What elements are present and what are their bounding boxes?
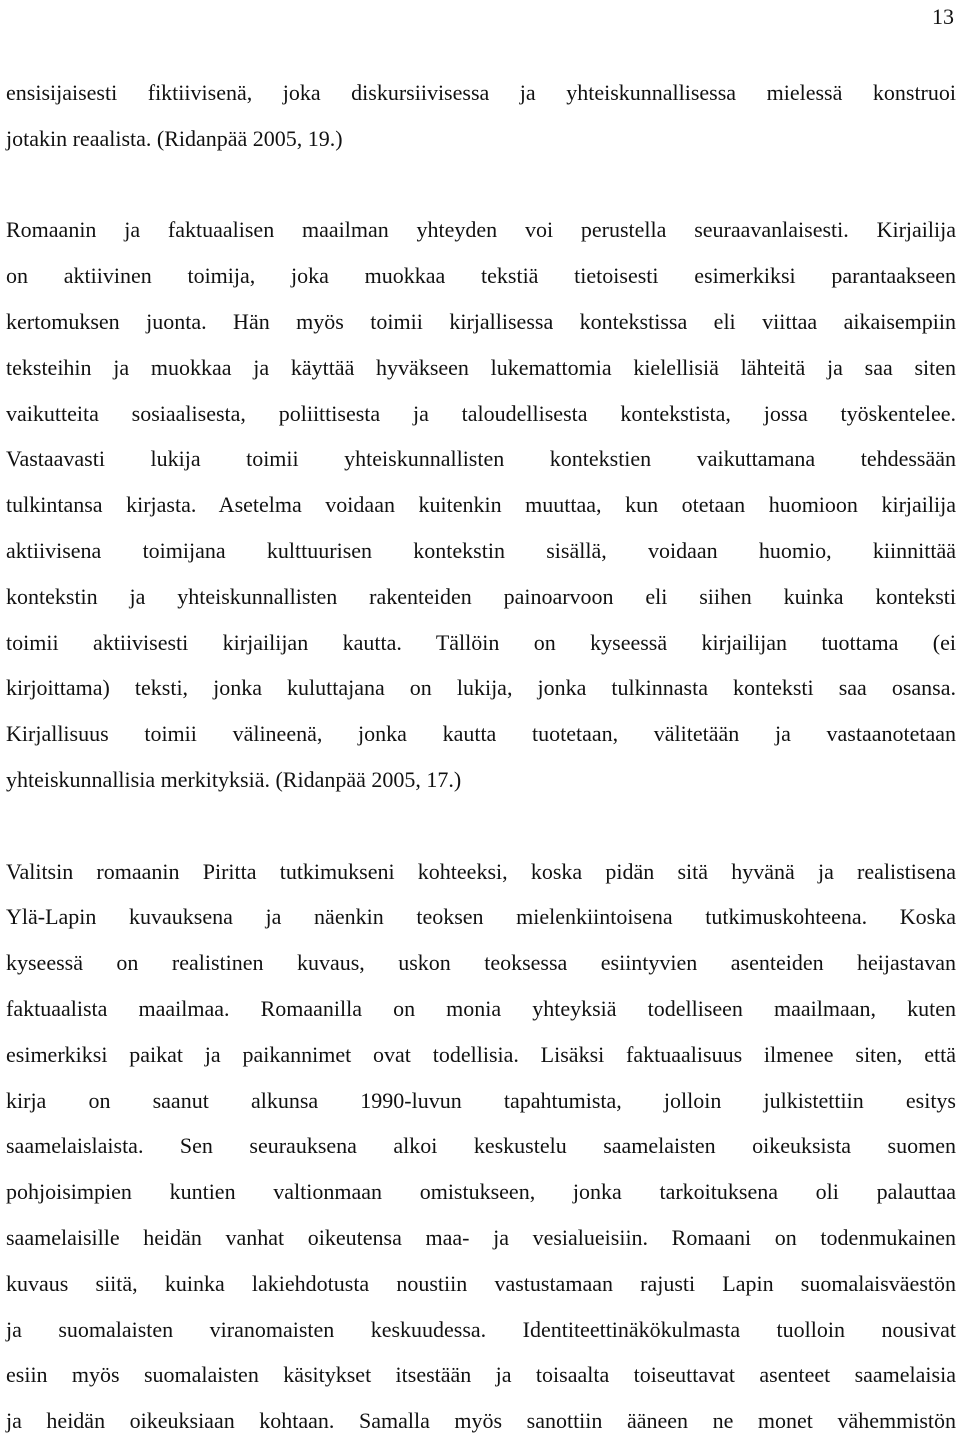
paragraph-3 [6,849,956,1444]
text-line: yhteiskunnallisia merkityksiä. (Ridanpää 2005, 17.) [6,766,462,792]
page-number: 13 [932,4,954,29]
text-line: esimerkiksi paikat ja paikannimet ovat todellisia. Lisäksi faktuaalisuus ilmenee siten, että [6,1041,956,1067]
text-line: kertomuksen juonta. Hän myös toimii kirjallisessa kontekstissa eli viittaa aikaisempiin [6,308,956,334]
text-line: kirja on saanut alkunsa 1990-luvun tapahtumista, jolloin julkistettiin esitys [6,1087,956,1113]
paragraph-1 [6,70,956,162]
text-line: kirjoittama) teksti, jonka kuluttajana on lukija, jonka tulkinnasta konteksti saa osansa. [6,675,956,701]
text-line: saamelaislaista. Sen seurauksena alkoi keskustelu saamelaisten oikeuksista suomen [6,1133,956,1159]
text-line: tulkintansa kirjasta. Asetelma voidaan kuitenkin muuttaa, kun otetaan huomioon kirjailija [6,492,956,518]
text-line: jotakin reaalista. (Ridanpää 2005, 19.) [6,125,343,151]
text-line: ja heidän oikeuksiaan kohtaan. Samalla myös sanottiin ääneen ne monet vähemmistön [6,1408,956,1434]
paragraph-2 [6,207,956,802]
text-line: on aktiivinen toimija, joka muokkaa tekstiä tietoisesti esimerkiksi parantaakseen [6,263,956,289]
text-line: ensisijaisesti fiktiivisenä, joka diskursiivisessa ja yhteiskunnallisessa mielessä konstruoi [6,80,956,105]
text-line: esiin myös suomalaisten käsitykset itsestään ja toisaalta toiseuttavat asenteet saamelaisia [6,1362,956,1388]
text-line: faktuaalista maailmaa. Romaanilla on monia yhteyksiä todelliseen maailmaan, kuten [6,995,956,1021]
text-line: aktiivisena toimijana kulttuurisen kontekstin sisällä, voidaan huomio, kiinnittää [6,537,956,563]
text-line: saamelaisille heidän vanhat oikeutensa maa- ja vesialueisiin. Romaani on todenmukainen [6,1224,956,1250]
text-line: vaikutteita sosiaalisesta, poliittisesta ja taloudellisesta kontekstista, jossa työskentelee. [6,400,956,426]
text-line: pohjoisimpien kuntien valtionmaan omistukseen, jonka tarkoituksena oli palauttaa [6,1179,956,1205]
text-line: Ylä-Lapin kuvauksena ja näenkin teoksen mielenkiintoisena tutkimuskohteena. Koska [6,904,956,930]
text-line: kyseessä on realistinen kuvaus, uskon teoksessa esiintyvien asenteiden heijastavan [6,950,956,976]
text-line: teksteihin ja muokkaa ja käyttää hyväkseen lukemattomia kielellisiä lähteitä ja saa siten [6,354,956,380]
paragraph-gap [6,803,956,849]
text-line: Vastaavasti lukija toimii yhteiskunnallisten kontekstien vaikuttamana tehdessään [6,446,956,472]
text-line: kuvaus siitä, kuinka lakiehdotusta noustiin vastustamaan rajusti Lapin suomalaisväestön [6,1270,956,1296]
text-line: Valitsin romaanin Piritta tutkimukseni kohteeksi, koska pidän sitä hyvänä ja realistisena [6,858,956,884]
text-line: Kirjallisuus toimii välineenä, jonka kautta tuotetaan, välitetään ja vastaanotetaan [6,721,956,747]
text-line: kontekstin ja yhteiskunnallisten rakenteiden painoarvoon eli siihen kuinka konteksti [6,583,956,609]
document-body [6,70,956,1444]
text-line: toimii aktiivisesti kirjailijan kautta. Tällöin on kyseessä kirjailijan tuottama (ei [6,629,956,655]
paragraph-gap [6,162,956,208]
text-line: Romaanin ja faktuaalisen maailman yhteyden voi perustella seuraavanlaisesti. Kirjailija [6,217,956,243]
text-line: ja suomalaisten viranomaisten keskuudessa. Identiteettinäkökulmasta tuolloin nousivat [6,1316,956,1342]
